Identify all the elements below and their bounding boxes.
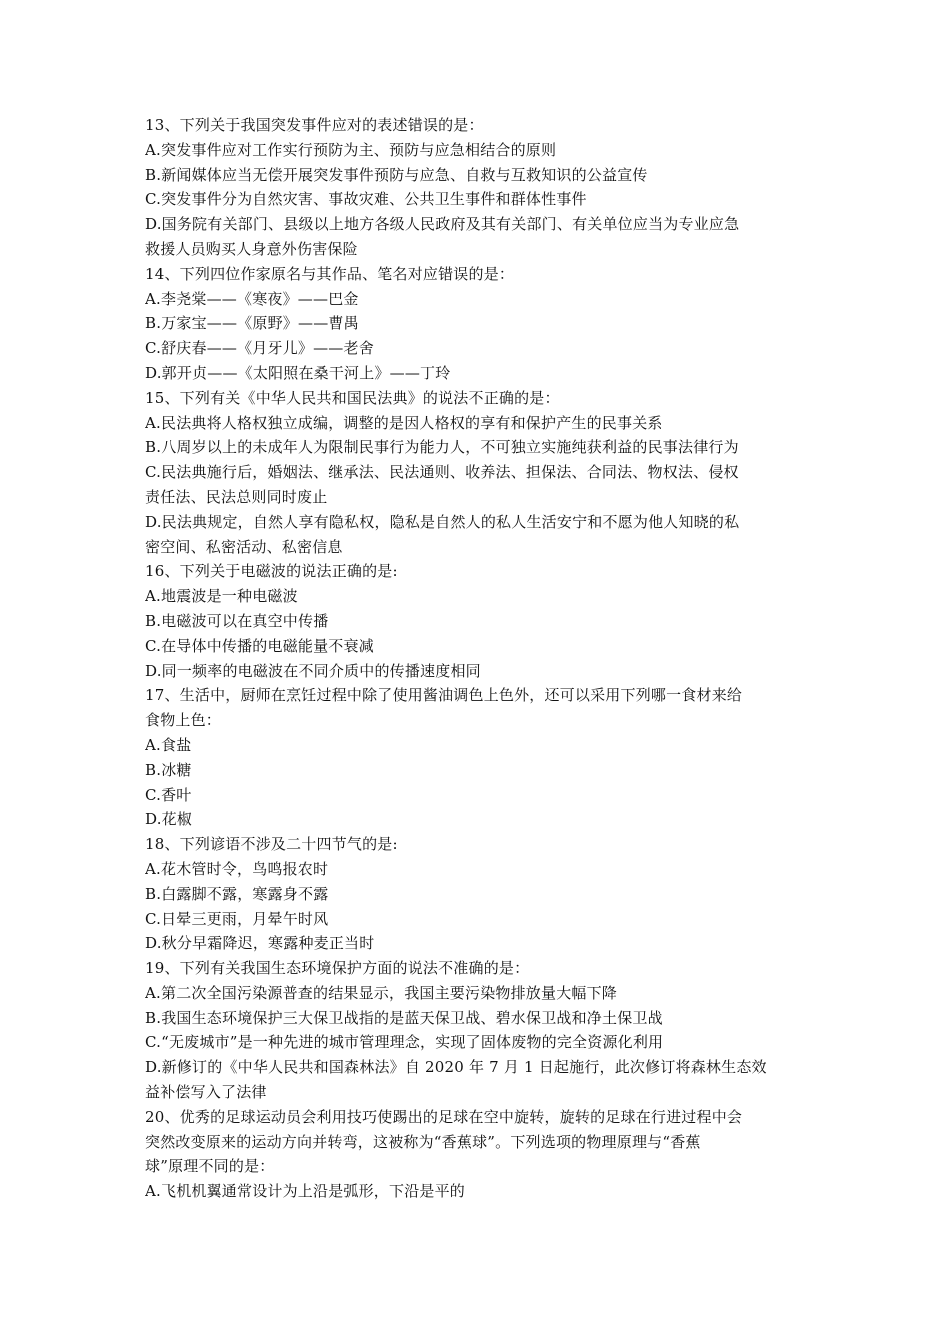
question-stem: 15、下列有关《中华人民共和国民法典》的说法不正确的是： xyxy=(145,388,560,407)
option-c-cont: 责任法、民法总则同时废止 xyxy=(145,487,328,506)
option-c: C.民法典施行后，婚姻法、继承法、民法通则、收养法、担保法、合同法、物权法、侵权 xyxy=(145,463,739,482)
question-stem: 18、下列谚语不涉及二十四节气的是: xyxy=(145,835,398,854)
question-stem: 13、下列关于我国突发事件应对的表述错误的是： xyxy=(145,116,484,134)
question-stem: 20、优秀的足球运动员会利用技巧使踢出的足球在空中旋转，旋转的足球在行进过程中会 xyxy=(145,1107,743,1126)
question-stem: 14、下列四位作家原名与其作品、笔名对应错误的是： xyxy=(145,264,515,283)
option-c: C.日晕三更雨，月晕午时风 xyxy=(145,909,329,928)
question-14 xyxy=(145,262,813,386)
question-stem: 16、下列关于电磁波的说法正确的是: xyxy=(145,562,398,581)
option-b: B.冰糖 xyxy=(145,760,192,779)
question-stem-cont: 食物上色： xyxy=(145,711,222,730)
option-d: D.郭开贞——《太阳照在桑干河上》——丁玲 xyxy=(145,363,451,382)
option-b: B.万家宝——《原野》——曹禺 xyxy=(145,314,359,333)
option-b: B.八周岁以上的未成年人为限制民事行为能力人，不可独立实施纯获利益的民事法律行为 xyxy=(145,438,739,457)
option-d: D.新修订的《中华人民共和国森林法》自 2020 年 7 月 1 日起施行，此次修订将森林生态效 xyxy=(145,1058,767,1077)
question-stem-cont: 球”原理不同的是： xyxy=(145,1157,275,1176)
option-a: A.飞机机翼通常设计为上沿是弧形，下沿是平的 xyxy=(145,1182,466,1201)
question-16 xyxy=(145,559,813,683)
option-a: A.民法典将人格权独立成编，调整的是因人格权的享有和保护产生的民事关系 xyxy=(145,413,663,432)
question-17 xyxy=(145,683,813,832)
option-d: D.国务院有关部门、县级以上地方各级人民政府及其有关部门、有关单位应当为专业应急 xyxy=(145,215,740,234)
question-stem: 19、下列有关我国生态环境保护方面的说法不准确的是： xyxy=(145,959,530,978)
question-stem-cont: 突然改变原来的运动方向并转弯，这被称为“香蕉球”。下列选项的物理原理与“香蕉 xyxy=(145,1132,701,1151)
option-c: C.香叶 xyxy=(145,785,192,804)
option-c: C.“无废城市”是一种先进的城市管理理念，实现了固体废物的完全资源化利用 xyxy=(145,1033,664,1052)
option-b: B.白露脚不露，寒露身不露 xyxy=(145,884,329,903)
option-d: D.民法典规定，自然人享有隐私权，隐私是自然人的私人生活安宁和不愿为他人知晓的私 xyxy=(145,512,740,531)
option-b: B.新闻媒体应当无偿开展突发事件预防与应急、自救与互救知识的公益宣传 xyxy=(145,165,648,184)
question-15 xyxy=(145,386,813,560)
option-d-cont: 益补偿写入了法律 xyxy=(145,1083,267,1102)
option-b: B.我国生态环境保护三大保卫战指的是蓝天保卫战、碧水保卫战和净土保卫战 xyxy=(145,1008,663,1027)
question-19 xyxy=(145,956,813,1105)
option-d: D.同一频率的电磁波在不同介质中的传播速度相同 xyxy=(145,661,481,680)
option-a: A.地震波是一种电磁波 xyxy=(145,587,298,606)
option-a: A.第二次全国污染源普查的结果显示，我国主要污染物排放量大幅下降 xyxy=(145,983,618,1002)
question-18 xyxy=(145,832,813,956)
option-d-cont: 密空间、私密活动、私密信息 xyxy=(145,537,343,556)
option-a: A.突发事件应对工作实行预防为主、预防与应急相结合的原则 xyxy=(145,140,557,159)
question-stem: 17、生活中，厨师在烹饪过程中除了使用酱油调色上色外，还可以采用下列哪一食材来给 xyxy=(145,686,743,705)
option-b: B.电磁波可以在真空中传播 xyxy=(145,611,329,630)
question-13 xyxy=(145,113,813,262)
option-c: C.突发事件分为自然灾害、事故灾难、公共卫生事件和群体性事件 xyxy=(145,190,587,209)
option-d: D.花椒 xyxy=(145,810,193,829)
question-20 xyxy=(145,1105,813,1204)
exam-page xyxy=(145,113,813,1204)
option-a: A.食盐 xyxy=(145,735,192,754)
option-a: A.花木管时令，鸟鸣报农时 xyxy=(145,859,329,878)
option-d-cont: 救援人员购买人身意外伤害保险 xyxy=(145,239,358,258)
option-a: A.李尧棠——《寒夜》——巴金 xyxy=(145,289,359,308)
option-c: C.在导体中传播的电磁能量不衰减 xyxy=(145,636,374,655)
option-d: D.秋分早霜降迟，寒露种麦正当时 xyxy=(145,934,375,953)
option-c: C.舒庆春——《月牙儿》——老舍 xyxy=(145,339,374,358)
